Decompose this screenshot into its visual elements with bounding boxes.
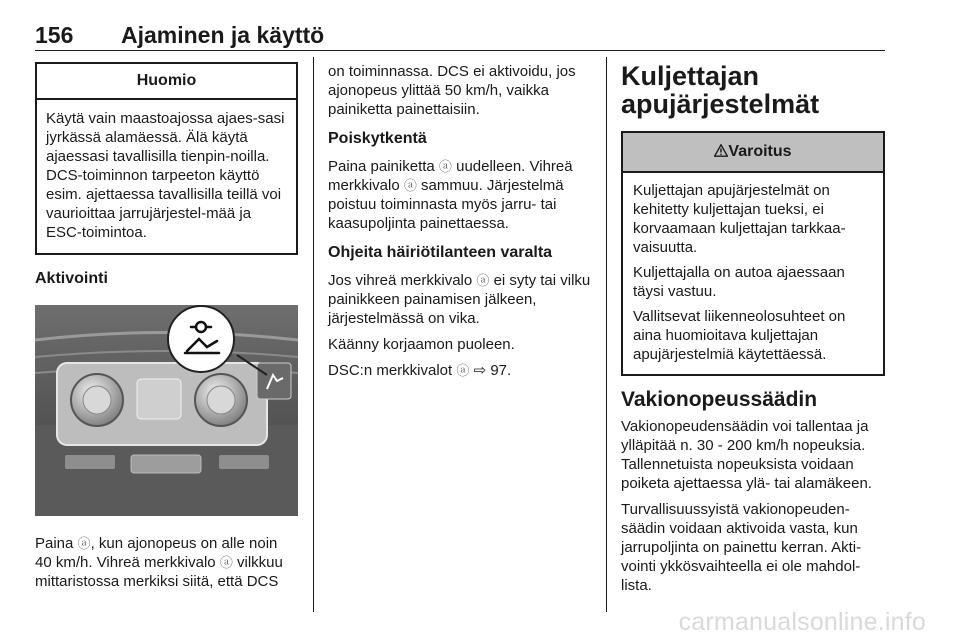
page-header <box>35 22 885 52</box>
warning-text-3: Vallitsevat liikenneolosuhteet on aina huomioitava kuljettajan apujärjestelmiä käytettäessä. <box>633 308 846 363</box>
activation-continued: on toiminnassa. DCS ei aktivoidu, jos ajonopeus ylittää 50 km/h, vaikka painiketta painettaisiin. <box>328 63 576 118</box>
activation-paragraph <box>35 534 298 591</box>
fault-paragraph <box>328 271 594 328</box>
heading-fault: Ohjeita häiriötilanteen varalta <box>328 244 553 261</box>
note-title: Huomio <box>37 64 296 100</box>
header-rule <box>35 50 885 51</box>
dcs-indicator-icon: ⓐ <box>456 363 470 378</box>
warning-header <box>623 133 883 173</box>
heading-deactivation: Poiskytkentä <box>328 130 427 147</box>
column-2 <box>328 62 594 387</box>
dcs-indicator-icon: ⓐ <box>219 555 233 570</box>
para1-c: vilkkuu mittaristossa merkiksi siitä, että DCS <box>35 554 283 590</box>
column-divider-right <box>606 57 607 612</box>
para1-a: Paina <box>35 535 74 552</box>
dcs-button-illustration <box>35 305 298 516</box>
warning-box <box>621 131 885 376</box>
callout-circle <box>168 306 234 372</box>
heading-activation: Aktivointi <box>35 270 108 287</box>
indicator-reference <box>328 361 594 380</box>
dcs-button <box>257 363 291 399</box>
section-title-driver-assistance: Kuljettajan apujärjestelmät <box>621 61 820 119</box>
column-1 <box>35 62 298 598</box>
note-box <box>35 62 298 255</box>
section-title-cruise-control: Vakionopeussäädin <box>621 388 818 411</box>
page-number: 156 <box>35 22 74 48</box>
chapter-title: Ajaminen ja käyttö <box>121 22 325 48</box>
cruise-paragraph-2: Turvallisuussyistä vakionopeuden-säädin voidaan aktivoida vasta, kun jarrupoljinta on painettu kerran. Akti-vointi ykkösvaihteella ei ole mahdol-lista. <box>621 501 862 594</box>
dcs-icon: ⓐ <box>438 159 452 174</box>
workshop-paragraph: Käänny korjaamon puoleen. <box>328 336 515 353</box>
warning-text-1: Kuljettajan apujärjestelmät on kehitetty kuljettajan tueksi, ei korvaamaan kuljettajan tarkkaa-vaisuutta. <box>633 182 846 256</box>
watermark: carmanualsonline.info <box>678 608 926 636</box>
column-3 <box>621 62 885 602</box>
warning-title: Varoitus <box>728 143 792 160</box>
column-divider-left <box>313 57 314 612</box>
page-reference-link[interactable]: 97. <box>490 362 512 379</box>
ref-arrow-icon: ⇨ <box>473 362 487 379</box>
warning-text-2: Kuljettajalla on autoa ajaessaan täysi vastuu. <box>633 264 845 300</box>
dcs-indicator-icon: ⓐ <box>403 178 417 193</box>
off-c: sammuu. Järjestelmä poistuu toiminnasta myös jarru- tai kaasupoljinta painettaessa. <box>328 177 564 232</box>
off-b: uudelleen. Vihreä merkkivalo <box>328 158 573 194</box>
deactivation-paragraph <box>328 157 594 233</box>
dcs-indicator-icon: ⓐ <box>476 273 490 288</box>
dcs-icon: ⓐ <box>77 536 91 551</box>
para1-b: , kun ajonopeus on alle noin 40 km/h. Vihreä merkkivalo <box>35 535 278 571</box>
warning-triangle-icon <box>714 144 728 157</box>
off-a: Paina painiketta <box>328 158 435 175</box>
fault-b: ei syty tai vilku painikkeen painamisen jälkeen, järjestelmässä on vika. <box>328 272 591 327</box>
ref-a: DSC:n merkkivalot <box>328 362 453 379</box>
note-text: Käytä vain maastoajossa ajaes-sasi jyrkässä alamäessä. Älä käytä ajaessasi tavallisilla tienpin-noilla. DCS-toiminnon tarpeeton käyttö esim. ajettaessa tavallisilla teillä voi vaurioittaa jarrujärjestel-mää ja ESC-toimintoa. <box>46 110 285 241</box>
cruise-paragraph-1: Vakionopeudensäädin voi tallentaa ja ylläpitää n. 30 - 200 km/h nopeuksia. Tallennetuista nopeuksista voidaan poiketa ajettaessa ylä- tai alamäkeen. <box>621 418 872 492</box>
fault-a: Jos vihreä merkkivalo <box>328 272 473 289</box>
